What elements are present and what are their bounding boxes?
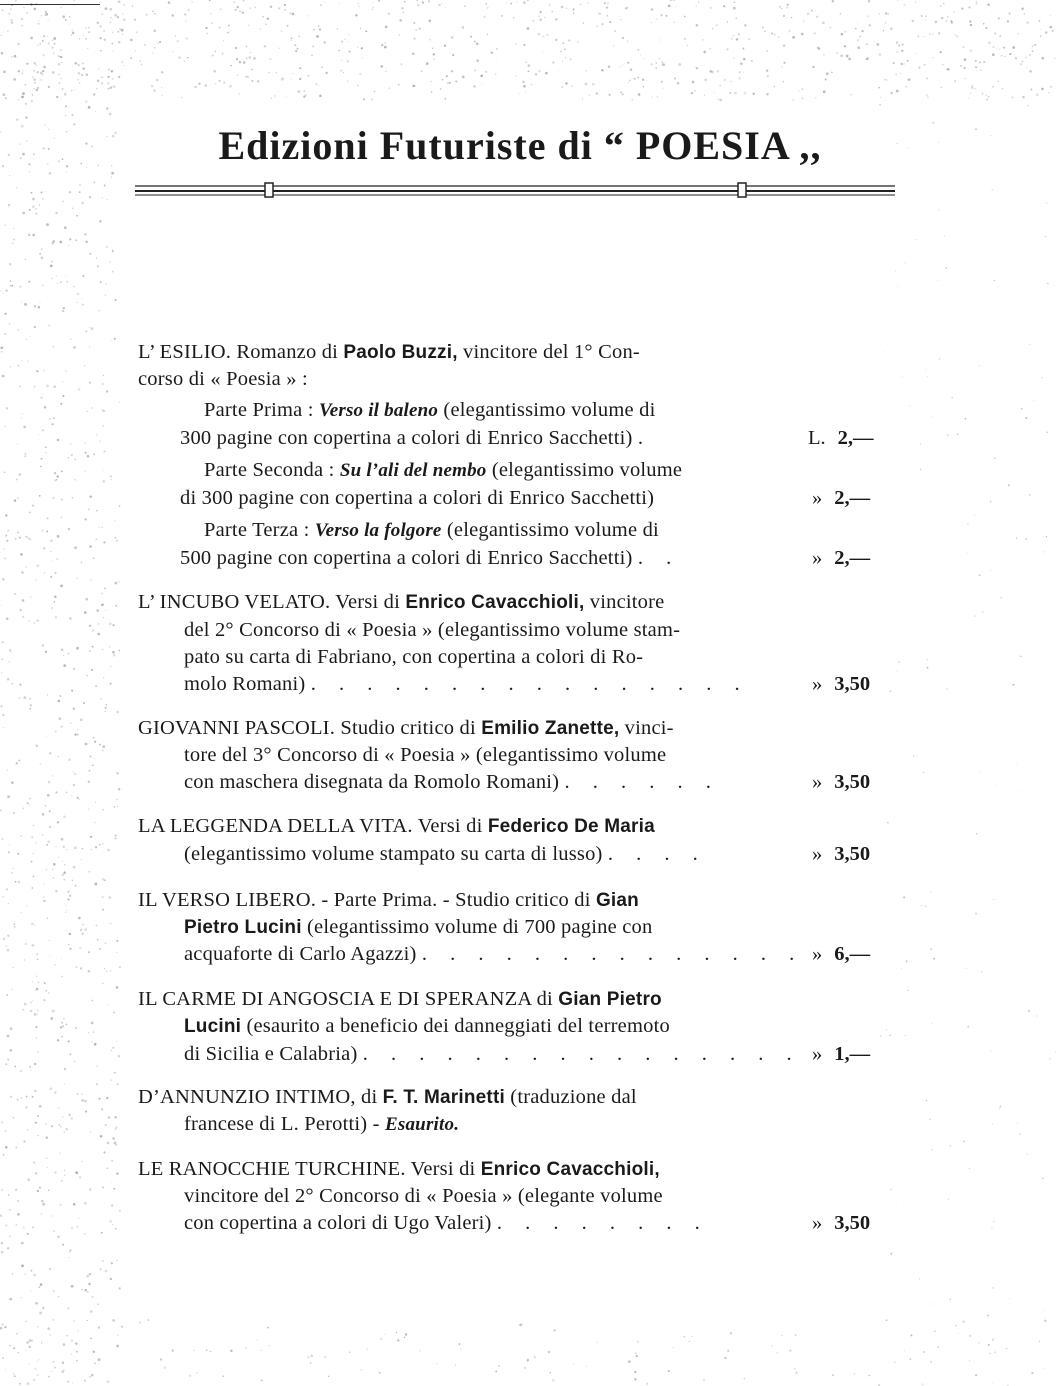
author-name: Lucini xyxy=(184,1016,242,1037)
part-text: (elegantissimo volume xyxy=(491,459,683,481)
author-name: Enrico Cavacchioli, xyxy=(480,1159,660,1180)
entry-line xyxy=(184,1209,709,1237)
price-value: 6,— xyxy=(834,943,871,965)
part-label: Parte Terza : xyxy=(204,519,310,541)
entry-line xyxy=(138,588,664,616)
entry-line xyxy=(138,1083,637,1111)
part-label: Parte Prima : xyxy=(204,399,314,421)
entry-line: del 2° Concorso di « Poesia » (elegantissimo volume stam- xyxy=(184,619,681,641)
part-text: (elegantissimo volume di xyxy=(446,519,659,541)
price-value: 3,50 xyxy=(834,843,871,865)
author-name: Gian Pietro xyxy=(558,989,662,1010)
entry-title: IL CARME DI ANGOSCIA E DI SPERANZA di xyxy=(138,988,559,1010)
price xyxy=(812,1040,870,1068)
work-title: Verso il baleno xyxy=(318,400,439,421)
entry-text: molo Romani) xyxy=(184,673,306,695)
entry-title: L’ INCUBO VELATO. Versi di xyxy=(138,591,406,613)
author-name: Federico De Maria xyxy=(487,816,655,837)
part-line xyxy=(180,424,652,452)
entry-line: corso di « Poesia » : xyxy=(138,368,308,390)
author-name: Gian xyxy=(595,890,639,911)
price xyxy=(812,940,870,968)
entry-title: GIOVANNI PASCOLI. Studio critico di xyxy=(138,717,482,739)
price-value: 2,— xyxy=(834,487,871,509)
price-value: 3,50 xyxy=(834,673,871,695)
entry-line xyxy=(138,714,674,742)
price xyxy=(812,544,870,572)
currency-sign: » xyxy=(812,547,823,569)
entry-line xyxy=(138,1155,660,1183)
entry-title: L’ ESILIO. Romanzo di xyxy=(138,341,344,363)
leader-dots: . . . . xyxy=(607,843,707,865)
entry-line: vincitore del 2° Concorso di « Poesia » (elegante volume xyxy=(184,1185,663,1207)
currency-sign: » xyxy=(812,1043,823,1065)
currency-sign: » xyxy=(812,673,823,695)
entry-line xyxy=(184,670,749,698)
entry-line xyxy=(138,886,639,914)
entry-text: vincitore del 1° Con- xyxy=(457,341,640,363)
price xyxy=(812,484,870,512)
leader-dots: . . xyxy=(637,547,681,569)
entry-text: con maschera disegnata da Romolo Romani) xyxy=(184,771,560,793)
entry-line xyxy=(138,985,662,1013)
entry-line xyxy=(184,840,707,868)
author-name: Emilio Zanette, xyxy=(481,718,620,739)
price-value: 2,— xyxy=(837,427,874,449)
currency-sign: » xyxy=(812,843,823,865)
entry-line xyxy=(184,1012,670,1040)
currency-sign: » xyxy=(812,487,823,509)
entry-line xyxy=(138,338,640,366)
price xyxy=(812,768,870,796)
currency-sign: » xyxy=(812,771,823,793)
part-line xyxy=(204,516,659,544)
entry-line xyxy=(184,1110,459,1138)
leader-dots: . . . . . . . . . . . . . . xyxy=(421,943,804,965)
leader-dots: . . . . . . xyxy=(564,771,720,793)
leader-dots: . xyxy=(637,427,652,449)
entry-line xyxy=(184,913,652,941)
entry-text: vinci- xyxy=(619,717,674,739)
part-label: Parte Seconda : xyxy=(204,459,335,481)
entry-text: con copertina a colori di Ugo Valeri) xyxy=(184,1212,492,1234)
entry-title: IL VERSO LIBERO. - Parte Prima. - Studio critico di xyxy=(138,889,596,911)
price xyxy=(812,670,870,698)
entry-text: (elegantissimo volume stampato su carta di lusso) xyxy=(184,843,603,865)
currency-sign: » xyxy=(812,1212,823,1234)
price xyxy=(812,840,870,868)
part-line xyxy=(180,544,680,572)
entry-title: LE RANOCCHIE TURCHINE. Versi di xyxy=(138,1158,481,1180)
entry-line xyxy=(184,940,803,968)
price-value: 2,— xyxy=(834,547,871,569)
author-name: Pietro Lucini xyxy=(184,917,302,938)
part-text: di 300 pagine con copertina a colori di Enrico Sacchetti) xyxy=(180,487,655,509)
work-title: Su l’ali del nembo xyxy=(339,460,487,481)
entry-text: (esaurito a beneficio dei danneggiati del terremoto xyxy=(241,1015,670,1037)
entry-text: (elegantissimo volume di 700 pagine con xyxy=(301,916,653,938)
part-text: 300 pagine con copertina a colori di Enrico Sacchetti) xyxy=(180,427,633,449)
entry-text: francese di L. Perotti) - xyxy=(184,1113,386,1135)
entry-line: tore del 3° Concorso di « Poesia » (elegantissimo volume xyxy=(184,744,667,766)
part-line xyxy=(204,396,655,424)
leader-dots: . . . . . . . . xyxy=(496,1212,709,1234)
entry-line xyxy=(138,812,655,840)
page-title: Edizioni Futuriste di “ POESIA ,, xyxy=(218,123,822,168)
entry-line xyxy=(184,768,720,796)
leader-dots: . . . . . . . . . . . . . . . . xyxy=(310,673,749,695)
author-name: Paolo Buzzi, xyxy=(343,342,458,363)
price-value: 3,50 xyxy=(834,771,871,793)
entry-text: acquaforte di Carlo Agazzi) xyxy=(184,943,417,965)
author-name: Enrico Cavacchioli, xyxy=(405,592,585,613)
part-line xyxy=(180,484,654,512)
entry-text: di Sicilia e Calabria) xyxy=(184,1043,358,1065)
price-value: 1,— xyxy=(834,1043,871,1065)
entry-line: pato su carta di Fabriano, con copertina a colori di Ro- xyxy=(184,646,644,668)
currency-sign: L. xyxy=(808,427,826,449)
entry-title: LA LEGGENDA DELLA VITA. Versi di xyxy=(138,815,488,837)
price xyxy=(812,1209,870,1237)
entry-text: (traduzione dal xyxy=(504,1086,637,1108)
title-ornament-rule xyxy=(135,178,895,202)
status-note: Esaurito. xyxy=(385,1114,460,1135)
price xyxy=(808,424,874,452)
currency-sign: » xyxy=(812,943,823,965)
work-title: Verso la folgore xyxy=(314,520,442,541)
part-line xyxy=(204,456,682,484)
price-value: 3,50 xyxy=(834,1212,871,1234)
part-text: 500 pagine con copertina a colori di Enrico Sacchetti) xyxy=(180,547,633,569)
entry-line xyxy=(184,1040,801,1068)
part-text: (elegantissimo volume di xyxy=(443,399,656,421)
entry-text: vincitore xyxy=(584,591,665,613)
author-name: F. T. Marinetti xyxy=(382,1087,505,1108)
entry-title: D’ANNUNZIO INTIMO, di xyxy=(138,1086,383,1108)
leader-dots: . . . . . . . . . . . . . . . . xyxy=(362,1043,801,1065)
top-corner-rule xyxy=(0,4,100,5)
